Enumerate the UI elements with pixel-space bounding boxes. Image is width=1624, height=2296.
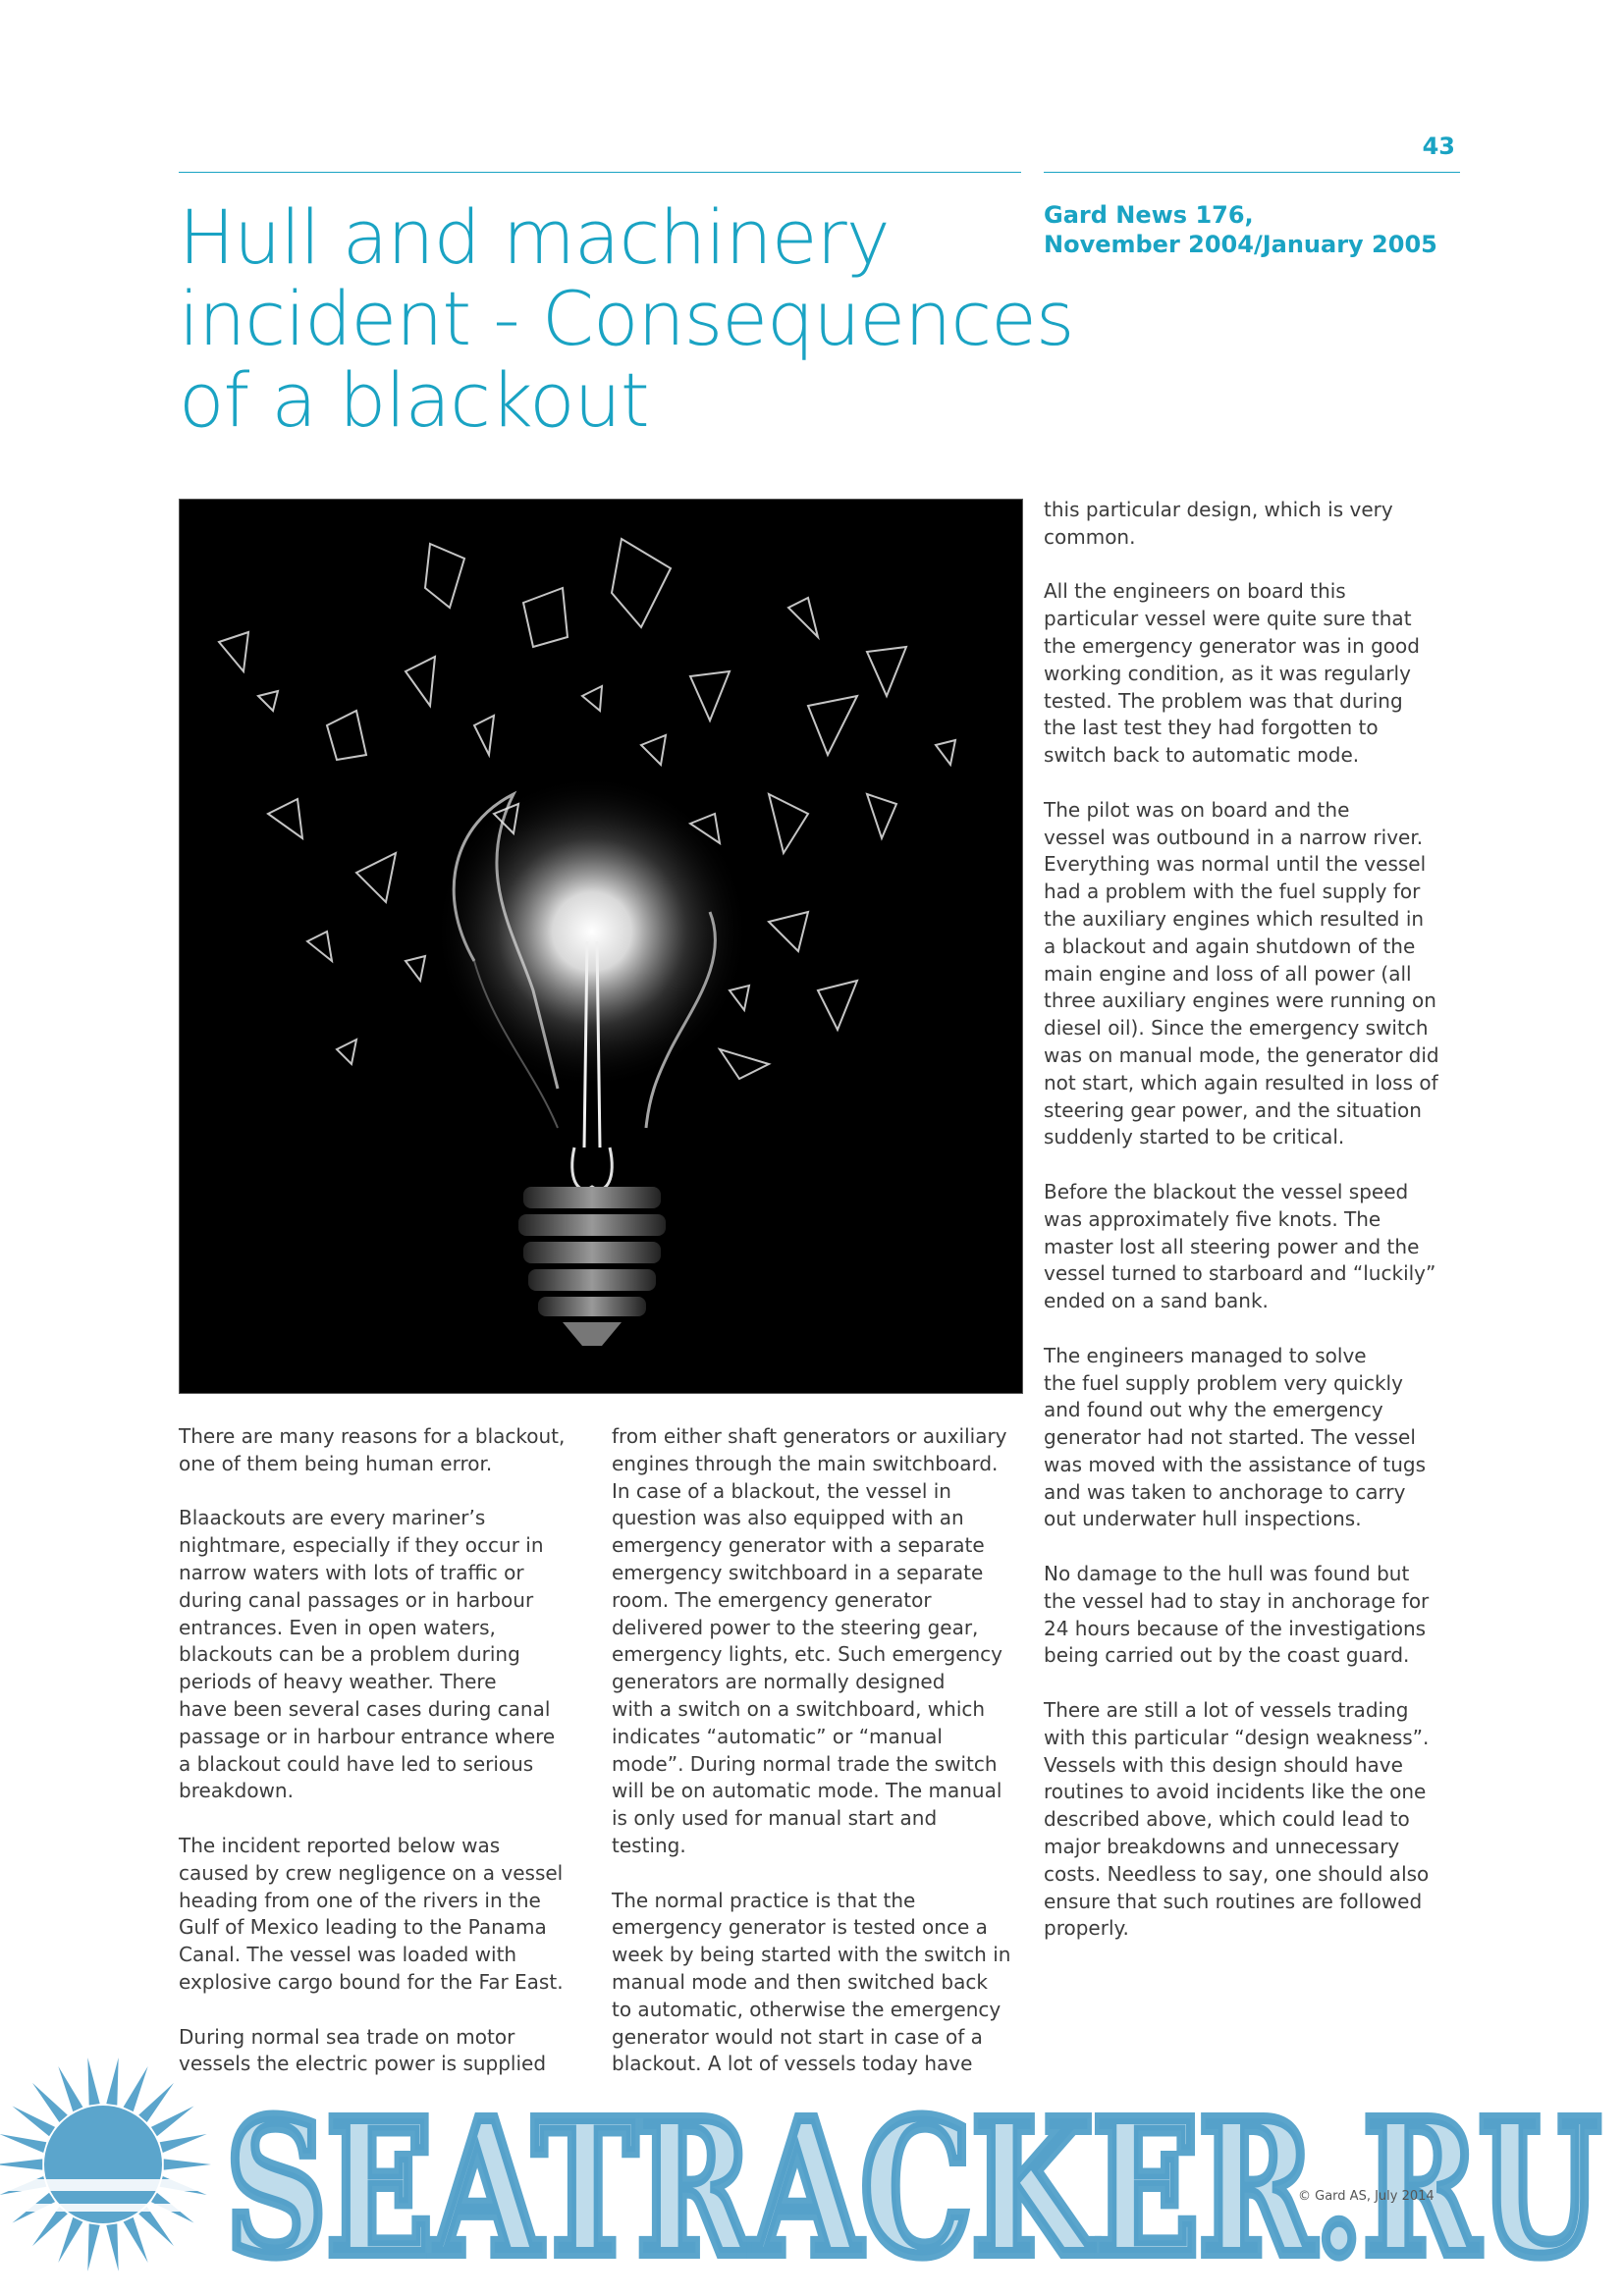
sun-ray <box>151 2107 194 2137</box>
paragraph: All the engineers on board this particular vessel were quite sure that the emergency generator was in good working condition, as it was regularly tested. The problem was that during the last test they had forgotten to switch back to automatic mode. <box>1044 579 1420 768</box>
paragraph: The incident reported below was caused by crew negligence on a vessel heading from one of the rivers in the Gulf of Mexico leading to the Panama Canal. The vessel was loaded with explosive cargo bound for the Far East. <box>179 1833 564 1994</box>
page-number: 43 <box>1422 133 1455 160</box>
watermark-text-fill: SEATRACKER.RU <box>226 2080 1600 2296</box>
shattered-light-bulb-image <box>179 499 1023 1394</box>
article-column-3 <box>1044 497 1466 1970</box>
title-line-1: Hull and machinery <box>179 193 890 281</box>
sun-ray <box>58 2066 82 2111</box>
article-column-1 <box>179 1423 601 2106</box>
publication-info <box>1044 200 1437 259</box>
paragraph: Blaackouts are every mariner’s nightmare, especially if they occur in narrow waters with lots of traffic or during canal passages or in harbour entrances. Even in open waters, blackouts can be a problem during periods of heavy weather. There have been several cases during canal passage or in harbour entrance where a blackout could have led to serious breakdown. <box>179 1506 556 1803</box>
sun-ray <box>0 2134 46 2153</box>
sun-ray <box>32 2207 68 2246</box>
article-title <box>179 193 1074 444</box>
sun-ray <box>124 2066 148 2111</box>
header-rule-left <box>179 172 1021 173</box>
header-rule-right <box>1044 172 1460 173</box>
article-column-2 <box>612 1423 1034 2106</box>
title-line-2: incident - Consequences <box>179 275 1074 362</box>
paragraph: There are many reasons for a blackout, one of them being human error. <box>179 1424 566 1475</box>
sun-ray <box>138 2207 174 2246</box>
sun-ray <box>164 2159 211 2169</box>
sun-ray <box>87 2223 99 2271</box>
publication-issue: Gard News 176, <box>1044 201 1254 229</box>
sun-ray <box>138 2083 174 2122</box>
sun-ray <box>32 2083 68 2122</box>
seatracker-watermark <box>0 2022 1624 2296</box>
copyright-notice: © Gard AS, July 2014 <box>1298 2189 1435 2204</box>
paragraph: this particular design, which is very common. <box>1044 498 1393 549</box>
paragraph: There are still a lot of vessels trading with this particular “design weakness”. Vessels with this design should have routines to avoid incidents like the one described above, which could lead to major breakdowns and unnecessary costs. Needless to say, one should also ensure that such routines are followed properly. <box>1044 1698 1430 1941</box>
sun-ray <box>106 2057 118 2106</box>
sun-ray <box>12 2107 55 2137</box>
title-line-3: of a blackout <box>179 356 649 444</box>
sun-logo-icon <box>0 2057 216 2271</box>
sun-ray <box>160 2134 207 2153</box>
paragraph: Before the blackout the vessel speed was approximately five knots. The master lost all steering power and the vessel turned to starboard and “luckily” ended on a sand bank. <box>1044 1179 1436 1313</box>
sun-ray <box>0 2159 42 2169</box>
watermark-text: SEATRACKER.RU <box>226 2080 1600 2296</box>
paragraph: No damage to the hull was found but the vessel had to stay in anchorage for 24 hours because of the investigations being carried out by the coast guard. <box>1044 1562 1430 1668</box>
paragraph: The normal practice is that the emergency generator is tested once a week by being started with the switch in manual mode and then switched back to automatic, otherwise the emergency generator would not start in case of a blackout. A lot of vessels today have <box>612 1888 1011 2076</box>
paragraph: The engineers managed to solve the fuel supply problem very quickly and found out why the emergency generator had not started. The vessel was moved with the assistance of tugs and was taken to anchorage to carry out underwater hull inspections. <box>1044 1343 1427 1531</box>
sun-ray <box>106 2223 118 2271</box>
sun-ray <box>124 2217 148 2263</box>
paragraph: The pilot was on board and the vessel was outbound in a narrow river. Everything was normal until the vessel had a problem with the fuel supply for the auxiliary engines which resulted in a blackout and again shutdown of the main engine and loss of all power (all three auxiliary engines were running on diesel oil). Since the emergency switch was on manual mode, the generator did not start, which again resulted in loss of steering gear power, and the situation suddenly started to be critical. <box>1044 797 1439 1149</box>
sun-ray <box>87 2057 99 2106</box>
paragraph: During normal sea trade on motor vessels the electric power is supplied <box>179 2024 547 2076</box>
sun-ray <box>58 2217 82 2263</box>
paragraph: from either shaft generators or auxiliary engines through the main switchboard. In case of a blackout, the vessel in question was also equipped with an emergency generator with a separate emergency switchboard in a separate room. The emergency generator delivered power to the steering gear, emergency lights, etc. Such emergency generators are normally designed with a switch on a switchboard, which indicates “automatic” or “manual mode”. During normal trade the switch will be on automatic mode. The manual is only used for manual start and testing. <box>612 1424 1007 1857</box>
publication-date: November 2004/January 2005 <box>1044 231 1437 258</box>
